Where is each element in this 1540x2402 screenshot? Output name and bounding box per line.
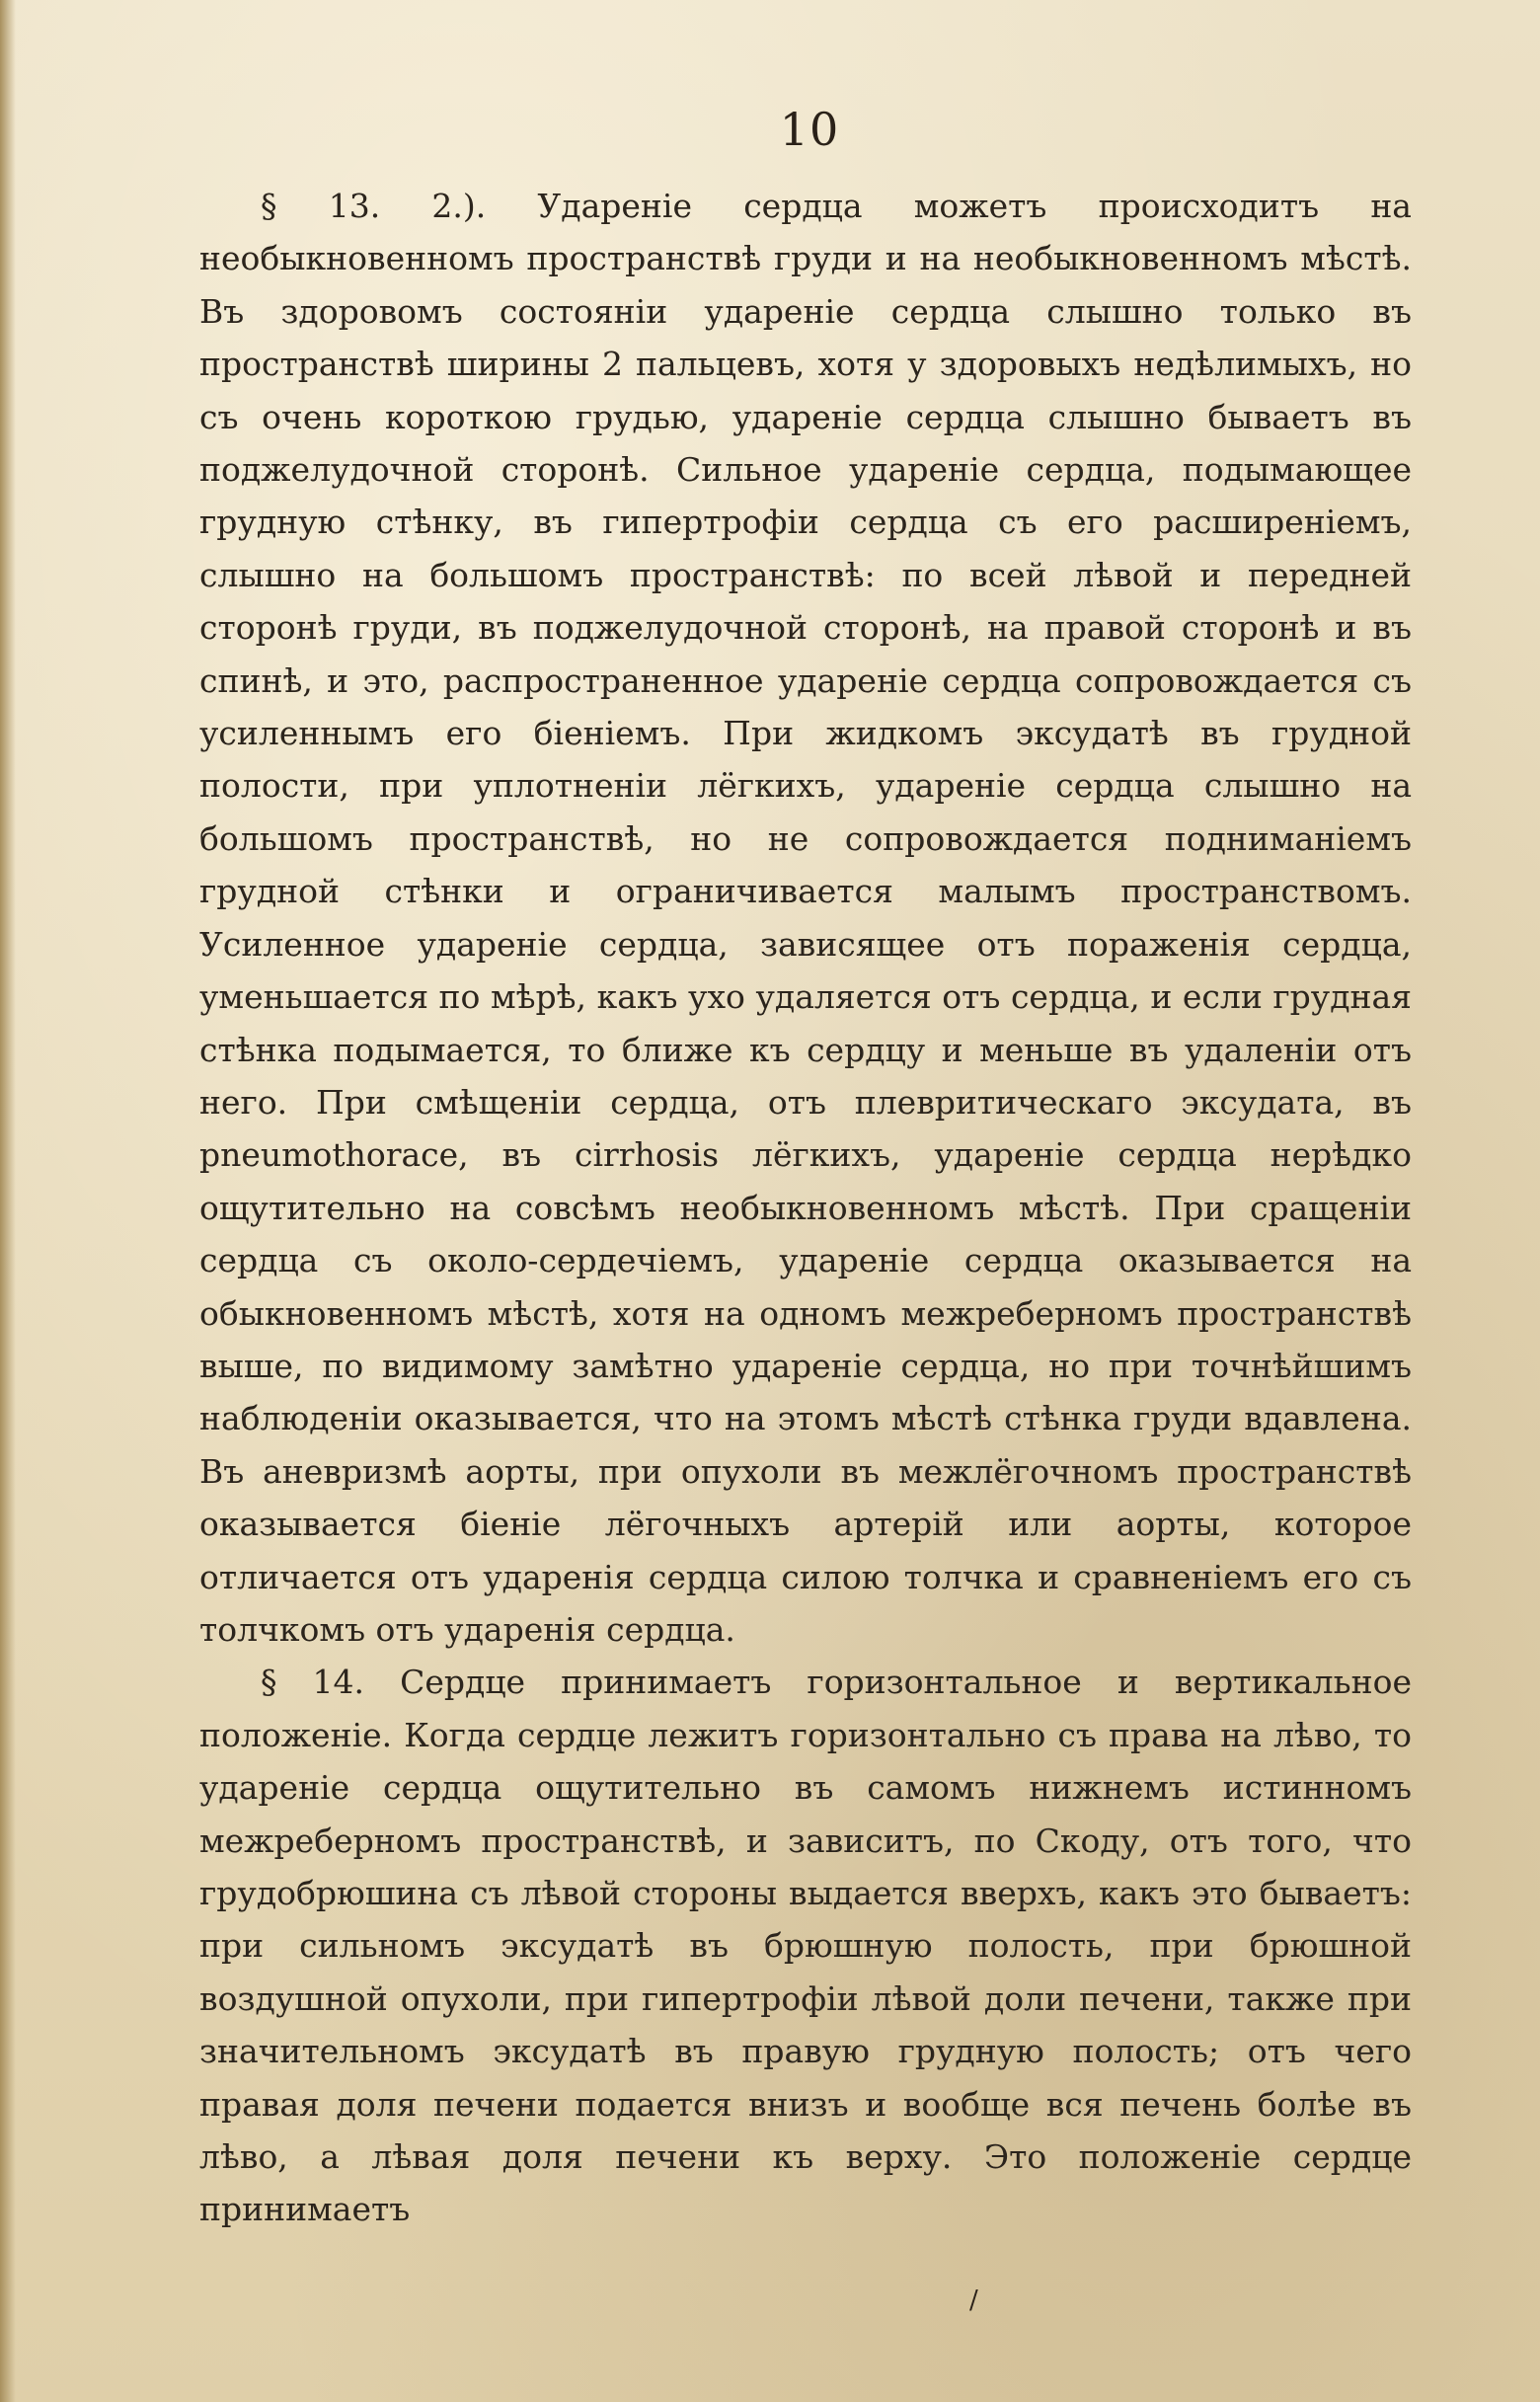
signature-mark: / (969, 2286, 978, 2315)
paragraph-14: § 14. Сердце принимаетъ горизонтальное и вертикальное положеніе. Когда сердце лежитъ горизонтально съ права на лѣво, то удареніе сердца ощутительно въ самомъ нижнемъ истинномъ межреберномъ пространствѣ, и зависитъ, по Скоду, отъ того, что грудобрюшина съ лѣвой стороны выдается вверхъ, какъ это бываетъ: при сильномъ эксудатѣ въ брюшную полость, при брюшной воздушной опухоли, при гипертрофіи лѣвой доли печени, также при значительномъ эксудатѣ въ правую грудную полость; отъ чего правая доля печени подается внизъ и вообще вся печень болѣе въ лѣво, а лѣвая доля печени къ верху. Это положеніе сердце принимаетъ (199, 1663, 1412, 2229)
paragraph-13: § 13. 2.). Удареніе сердца можетъ происходитъ на необыкновенномъ пространствѣ груди и на необыкновенномъ мѣстѣ. Въ здоровомъ состояніи удареніе сердца слышно только въ пространствѣ ширины 2 пальцевъ, хотя у здоровыхъ недѣлимыхъ, но съ очень короткою грудью, удареніе сердца слышно бываетъ въ поджелудочной сторонѣ. Сильное удареніе сердца, подымающее грудную стѣнку, въ гипертрофіи сердца съ его расширеніемъ, слышно на большомъ пространствѣ: по всей лѣвой и передней сторонѣ груди, въ поджелудочной сторонѣ, на правой сторонѣ и въ спинѣ, и это, распространенное удареніе сердца сопровождается съ усиленнымъ его біеніемъ. При жидкомъ эксудатѣ въ грудной полости, при уплотненіи лёгкихъ, удареніе сердца слышно на большомъ пространствѣ, но не сопровождается подниманіемъ грудной стѣнки и ограничивается малымъ пространствомъ. Усиленное удареніе сердца, зависящее отъ пораженія сердца, уменьшается по мѣрѣ, какъ ухо удаляется отъ сердца, и если грудная стѣнка подымается, то ближе къ сердцу и меньше въ удаленіи отъ него. При смѣщеніи сердца, отъ плевритическаго эксудата, въ pneumothorace, въ cirrhosis лёгкихъ, удареніе сердца нерѣдко ощутительно на совсѣмъ необыкновенномъ мѣстѣ. При сращеніи сердца съ около-сердечіемъ, удареніе сердца оказывается на обыкновенномъ мѣстѣ, хотя на одномъ межреберномъ пространствѣ выше, по видимому замѣтно удареніе сердца, но при точнѣйшимъ наблюденіи оказывается, что на этомъ мѣстѣ стѣнка груди вдавлена. Въ аневризмѣ аорты, при опухоли въ межлёгочномъ пространствѣ оказывается біеніе лёгочныхъ артерій или аорты, которое отличается отъ ударенія сердца силою толчка и сравненіемъ его съ толчкомъ отъ ударенія сердца. (199, 187, 1412, 1649)
page-number: 10 (779, 103, 840, 156)
body-text (199, 180, 1412, 2236)
